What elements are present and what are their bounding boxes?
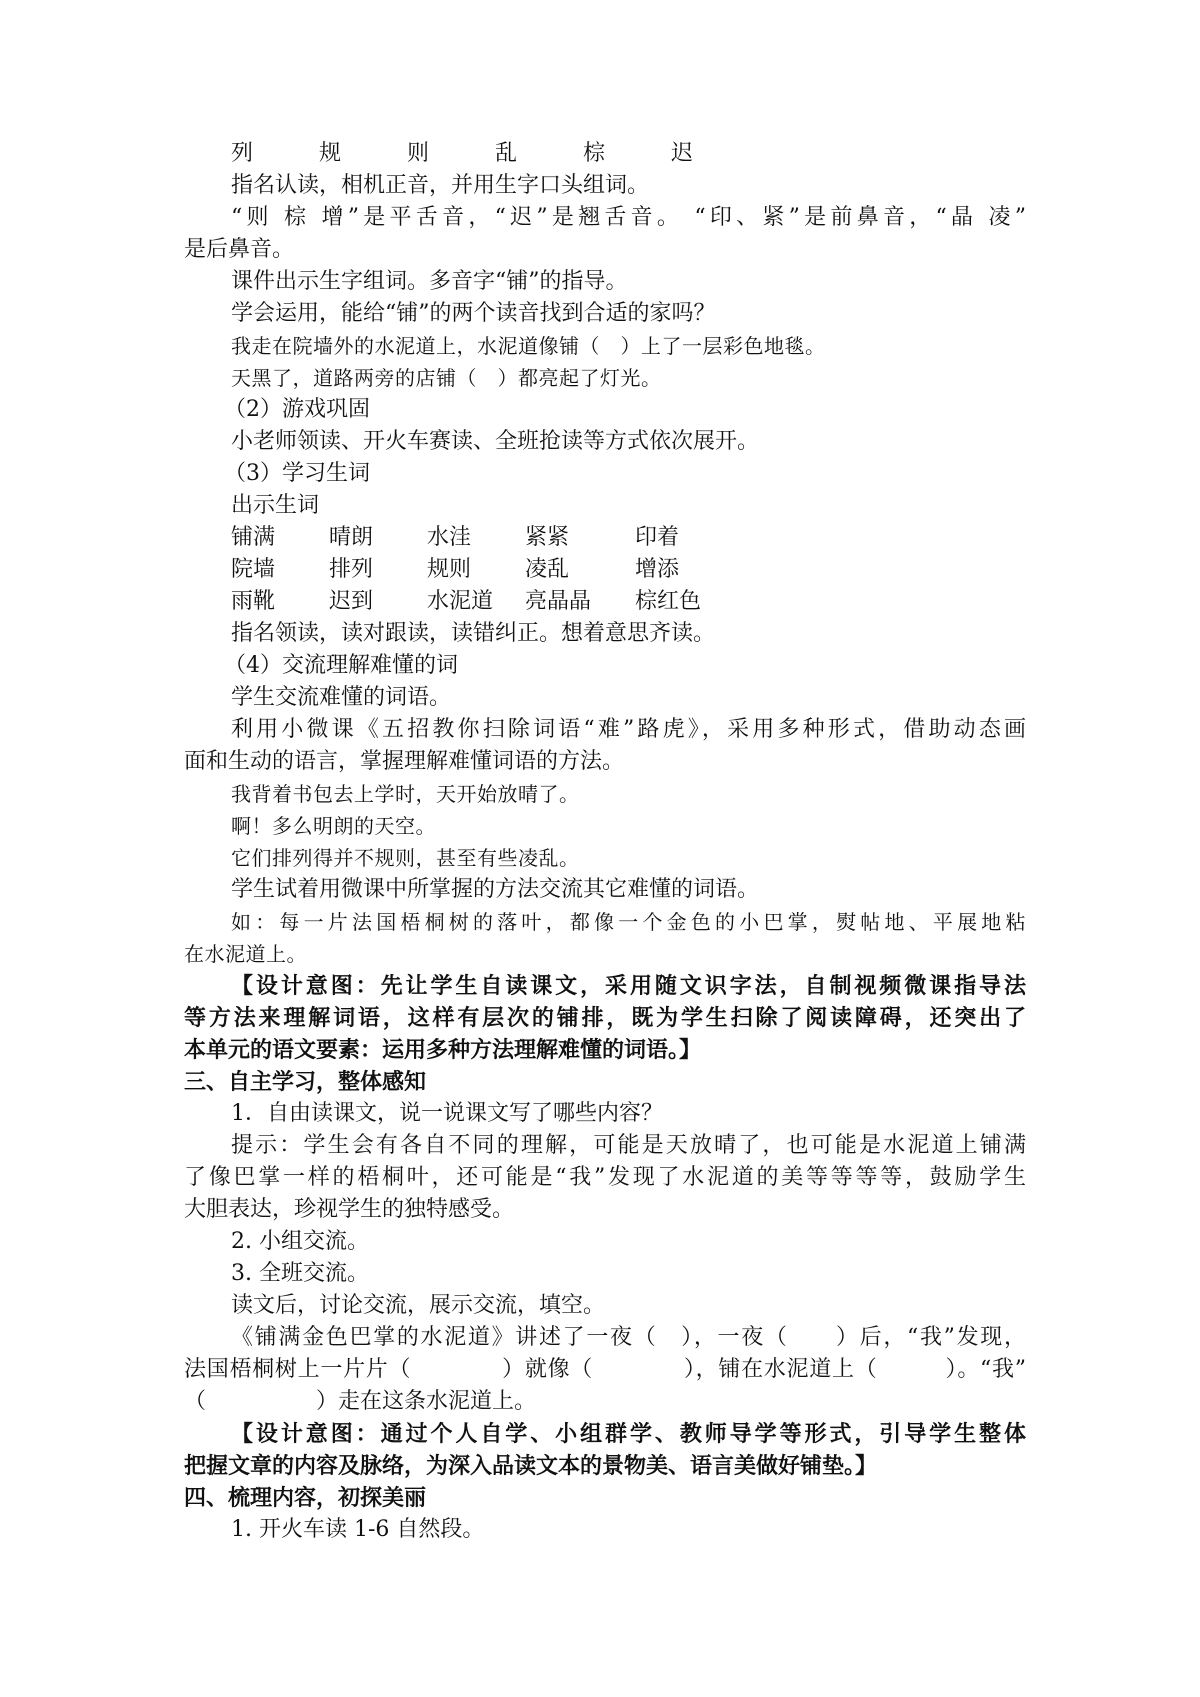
word-item: 棕红色 (635, 589, 702, 614)
section-heading: 四、梳理内容，初探美丽 (184, 1485, 427, 1511)
design-intent: 等方法来理解词语，这样有层次的铺排，既为学生扫除了阅读障碍，还突出了 (184, 1005, 1026, 1031)
paragraph: 是后鼻音。 (184, 237, 295, 262)
word-row (184, 586, 1026, 618)
word-item: 水泥道 (427, 589, 494, 614)
char-item: 迟 (671, 141, 694, 166)
paragraph: 小老师领读、开火车赛读、全班抢读等方式依次展开。 (231, 429, 760, 454)
word-item: 院墙 (231, 557, 276, 582)
word-item: 晴朗 (329, 525, 374, 550)
paragraph: 指名认读，相机正音，并用生字口头组词。 (231, 173, 650, 198)
document-page (184, 138, 1026, 1546)
word-item: 凌乱 (525, 557, 570, 582)
example-sentence: 啊！多么明朗的天空。 (231, 814, 436, 838)
example-sentence: 我走在院墙外的水泥道上，水泥道像铺（ ）上了一层彩色地毯。 (231, 334, 826, 358)
subheading: （2）游戏巩固 (224, 397, 370, 422)
paragraph: 1. 开火车读 1-6 自然段。 (231, 1517, 485, 1542)
word-item: 规则 (427, 557, 472, 582)
word-row (184, 522, 1026, 554)
word-item: 排列 (329, 557, 374, 582)
example-sentence: 天黑了，道路两旁的店铺（ ）都亮起了灯光。 (231, 366, 662, 390)
word-item: 紧紧 (525, 525, 570, 550)
paragraph: 3. 全班交流。 (231, 1261, 369, 1286)
paragraph: 课件出示生字组词。多音字“铺”的指导。 (231, 269, 628, 294)
word-item: 雨靴 (231, 589, 276, 614)
paragraph: 2. 小组交流。 (231, 1229, 369, 1254)
paragraph: 出示生词 (231, 493, 320, 518)
word-item: 增添 (635, 557, 680, 582)
char-item: 列 (231, 141, 254, 166)
word-item: 水洼 (427, 525, 472, 550)
paragraph: 提示：学生会有各自不同的理解，可能是天放晴了，也可能是水泥道上铺满 (231, 1133, 1026, 1158)
char-item: 棕 (583, 141, 606, 166)
example-sentence: 在水泥道上。 (184, 942, 307, 966)
design-intent: 【设计意图：通过个人自学、小组群学、教师导学等形式，引导学生整体 (231, 1421, 1026, 1447)
paragraph: 读文后，讨论交流，展示交流，填空。 (231, 1293, 606, 1318)
paragraph: 学生试着用微课中所掌握的方法交流其它难懂的词语。 (231, 877, 760, 902)
word-item: 亮晶晶 (525, 589, 592, 614)
word-row (184, 554, 1026, 586)
example-sentence: 如：每一片法国梧桐树的落叶，都像一个金色的小巴掌，熨帖地、平展地粘 (231, 910, 1026, 934)
paragraph: 了像巴掌一样的梧桐叶，还可能是“我”发现了水泥道的美等等等等，鼓励学生 (184, 1165, 1026, 1190)
word-item: 印着 (635, 525, 680, 550)
paragraph: 1．自由读课文，说一说课文写了哪些内容？ (231, 1101, 663, 1126)
design-intent: 【设计意图：先让学生自读课文，采用随文识字法，自制视频微课指导法 (231, 973, 1026, 999)
paragraph: 指名领读，读对跟读，读错纠正。想着意思齐读。 (231, 621, 716, 646)
subheading: （4）交流理解难懂的词 (224, 653, 458, 678)
word-item: 迟到 (329, 589, 374, 614)
paragraph: 大胆表达，珍视学生的独特感受。 (184, 1197, 515, 1222)
design-intent: 本单元的语文要素：运用多种方法理解难懂的词语。】 (184, 1037, 702, 1063)
char-row (184, 138, 1026, 170)
paragraph: 利用小微课《五招教你扫除词语“难”路虎》，采用多种形式，借助动态画 (231, 717, 1026, 742)
paragraph: “则 棕 增”是平舌音，“迟”是翘舌音。 “印、紧”是前鼻音，“晶 凌” (231, 205, 1026, 230)
section-heading: 三、自主学习，整体感知 (184, 1069, 427, 1095)
char-item: 则 (407, 141, 430, 166)
design-intent: 把握文章的内容及脉络，为深入品读文本的景物美、语言美做好铺垫。】 (184, 1453, 878, 1479)
paragraph: 学会运用，能给“铺”的两个读音找到合适的家吗？ (231, 301, 716, 326)
paragraph: 学生交流难懂的词语。 (231, 685, 452, 710)
fill-blank: 法国梧桐树上一片片（ ）就像（ ），铺在水泥道上（ ）。“我” (184, 1357, 1026, 1382)
example-sentence: 它们排列得并不规则，甚至有些凌乱。 (231, 846, 580, 870)
paragraph: 面和生动的语言，掌握理解难懂词语的方法。 (184, 749, 625, 774)
word-item: 铺满 (231, 525, 276, 550)
fill-blank: （ ）走在这条水泥道上。 (184, 1389, 537, 1414)
char-item: 规 (319, 141, 342, 166)
subheading: （3）学习生词 (224, 461, 370, 486)
char-item: 乱 (495, 141, 518, 166)
example-sentence: 我背着书包去上学时，天开始放晴了。 (231, 782, 580, 806)
fill-blank: 《铺满金色巴掌的水泥道》讲述了一夜（ ），一夜（ ）后，“我”发现， (231, 1325, 1026, 1350)
